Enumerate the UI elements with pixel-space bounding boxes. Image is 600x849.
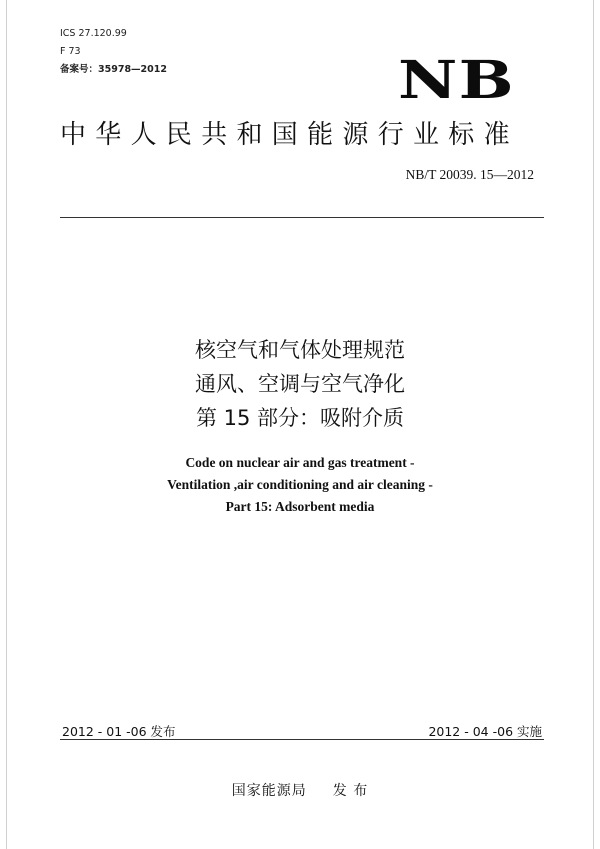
organization-title: 中华人民共和国能源行业标准 (60, 120, 519, 150)
ics-code: ICS 27.120.99 (60, 28, 127, 39)
header-divider (60, 217, 544, 218)
title-cn-line-1: 核空气和气体处理规范 (195, 338, 405, 362)
title-cn-line-2: 通风、空调与空气净化 (195, 372, 405, 396)
effective-date: 2012 - 04 -06 实施 (428, 724, 542, 739)
issue-date: 2012 - 01 -06 发布 (62, 724, 176, 739)
title-cn-line-3: 第 15 部分：吸附介质 (195, 406, 405, 430)
title-en-line-2: Ventilation ,air conditioning and air cleaning - (167, 477, 433, 492)
issuer-name: 国家能源局 (231, 783, 307, 799)
footer-divider (60, 739, 544, 740)
title-en-line-3: Part 15: Adsorbent media (225, 499, 375, 514)
ccs-code: F 73 (60, 46, 81, 57)
nb-logo: NB (398, 50, 515, 111)
title-en-line-1: Code on nuclear air and gas treatment - (185, 455, 415, 470)
issuer-action: 发 布 (332, 783, 369, 799)
issuer-line (0, 780, 600, 800)
record-number: 备案号：35978—2012 (60, 64, 167, 75)
standard-number: NB/T 20039. 15—2012 (405, 167, 534, 182)
